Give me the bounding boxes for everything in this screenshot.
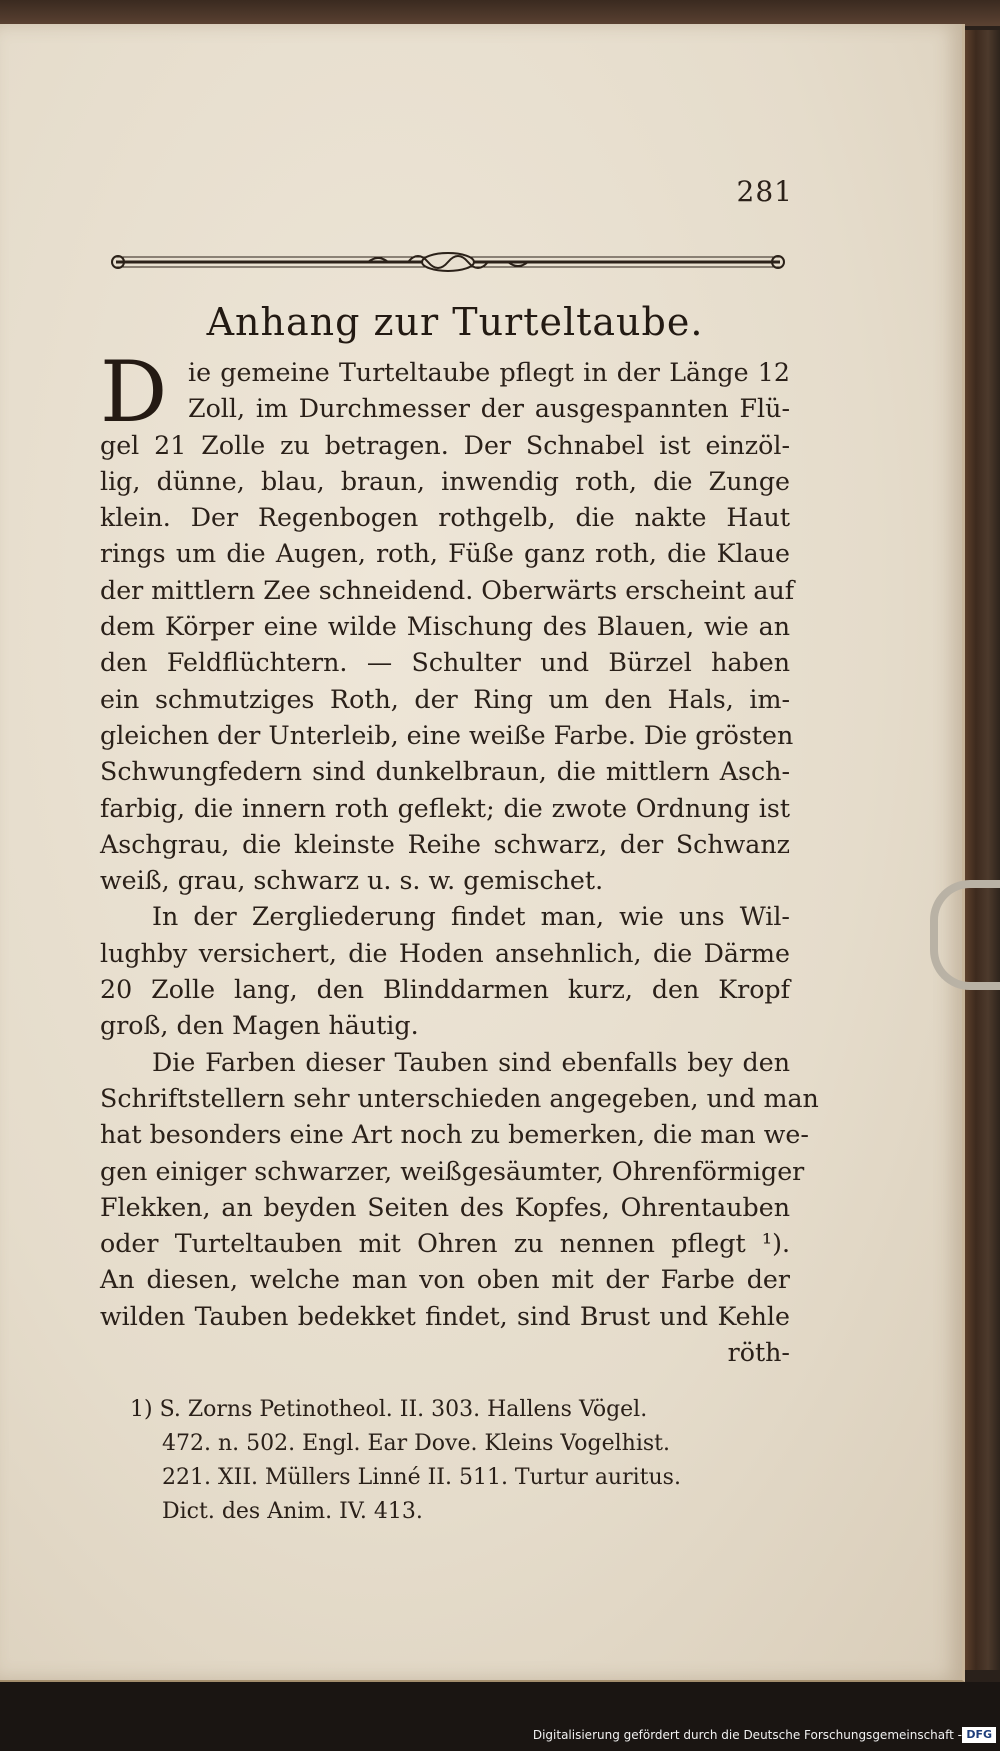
footnote-line: Dict. des Anim. IV. 413.: [162, 1499, 423, 1524]
footnote-line: 472. n. 502. Engl. Ear Dove. Kleins Vogelhist.: [162, 1431, 671, 1456]
text-line: Schwungfedern sind dunkelbraun, die mittlern Asch-: [100, 757, 790, 787]
text-line: der mittlern Zee schneidend. Oberwärts erscheint auf: [100, 575, 795, 605]
text-line: lig, dünne, blau, braun, inwendig roth, die Zunge: [100, 466, 790, 496]
footnote: [130, 1393, 790, 1529]
text-line: In der Zergliederung findet man, wie uns Wil-: [152, 902, 790, 932]
text-line: gel 21 Zolle zu betragen. Der Schnabel ist einzöl-: [100, 430, 790, 460]
digitization-credit: Digitalisierung gefördert durch die Deutsche Forschungsgemeinschaft -: [532, 1728, 962, 1742]
page-number: 281: [736, 175, 793, 208]
text-line: Die Farben dieser Tauben sind ebenfalls bey den: [152, 1047, 790, 1077]
text-line: Zoll, im Durchmesser der ausgespannten Flü-: [188, 394, 790, 424]
footnote-line: 221. XII. Müllers Linné II. 511. Turtur auritus.: [162, 1465, 681, 1490]
text-line: ie gemeine Turteltaube pflegt in der Länge 12: [188, 358, 790, 387]
drop-cap: D: [100, 343, 168, 441]
text-line: röth-: [727, 1338, 790, 1368]
text-line: gleichen der Unterleib, eine weiße Farbe. Die grösten: [100, 720, 794, 750]
text-line: gen einiger schwarzer, weißgesäumter, Ohrenförmiger: [100, 1156, 805, 1186]
text-line: An diesen, welche man von oben mit der Farbe der: [100, 1265, 790, 1295]
text-line: ein schmutziges Roth, der Ring um den Hals, im-: [100, 684, 790, 714]
text-line: wilden Tauben bedekket findet, sind Brust und Kehle: [100, 1301, 790, 1331]
text-line: hat besonders eine Art noch zu bemerken, die man we-: [100, 1120, 809, 1150]
dfg-logo: DFG: [962, 1727, 996, 1743]
ornament-rule: [108, 246, 788, 278]
page-clip: [930, 880, 1000, 990]
text-line: oder Turteltauben mit Ohren zu nennen pflegt ¹).: [100, 1229, 790, 1259]
text-line: klein. Der Regenbogen rothgelb, die nakte Haut: [100, 503, 790, 533]
text-line: den Feldflüchtern. — Schulter und Bürzel haben: [100, 648, 790, 678]
text-line: Schriftstellern sehr unterschieden angegeben, und man: [100, 1083, 819, 1113]
text-line: Flekken, an beyden Seiten des Kopfes, Ohrentauben: [100, 1192, 790, 1222]
text-line: farbig, die innern roth geflekt; die zwote Ordnung ist: [100, 793, 790, 823]
text-line: groß, den Magen häutig.: [100, 1011, 419, 1041]
book-edge: [960, 30, 1000, 1670]
body-text: [100, 355, 819, 1371]
text-line: rings um die Augen, roth, Füße ganz roth, die Klaue: [100, 539, 790, 569]
text-line: dem Körper eine wilde Mischung des Blauen, wie an: [100, 612, 790, 642]
footnote-line: 1) S. Zorns Petinotheol. II. 303. Hallens Vögel.: [130, 1397, 648, 1422]
text-line: 20 Zolle lang, den Blinddarmen kurz, den Kropf: [100, 975, 790, 1005]
text-line: Aschgrau, die kleinste Reihe schwarz, der Schwanz: [100, 829, 790, 859]
text-line: lughby versichert, die Hoden ansehnlich, die Därme: [100, 938, 790, 968]
chapter-title: Anhang zur Turteltaube.: [206, 300, 704, 344]
scan-background-top: [0, 0, 1000, 26]
text-line: weiß, grau, schwarz u. s. w. gemischet.: [100, 866, 604, 896]
